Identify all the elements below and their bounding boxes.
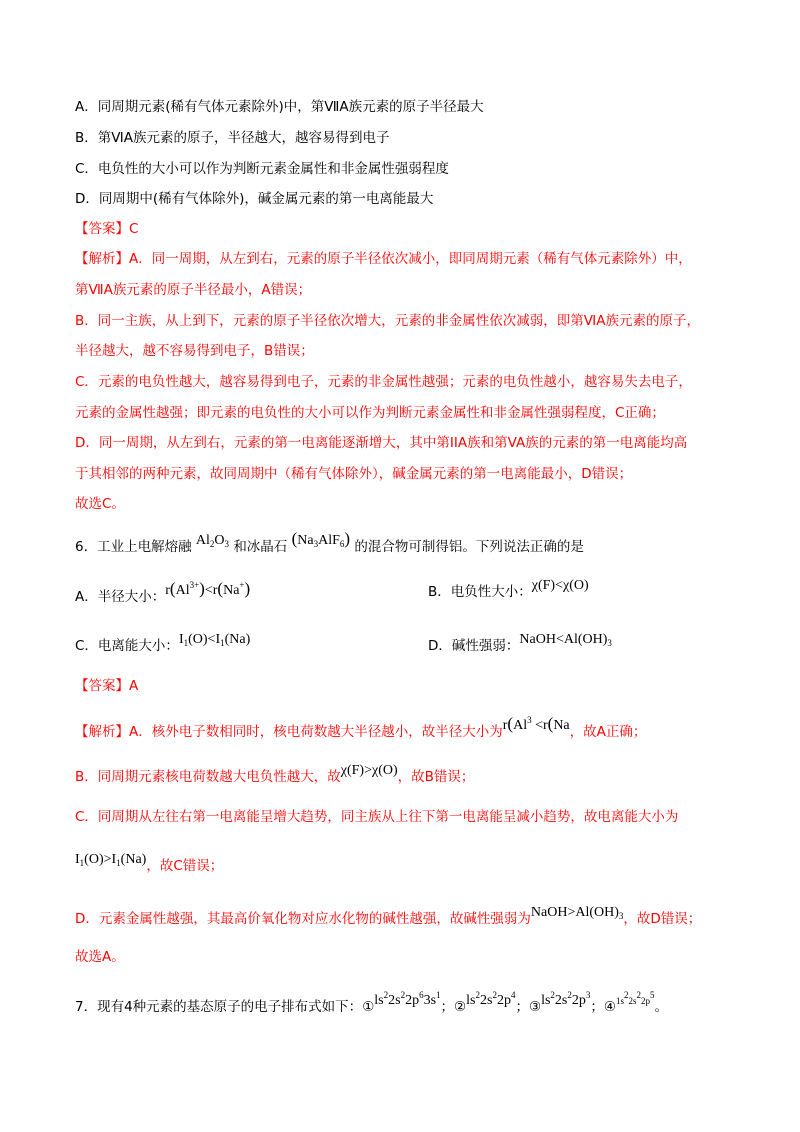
electron-config-1: $ls^22s^22p^63s^1$	[374, 990, 441, 1008]
answer-label: 【答案】C	[75, 221, 139, 237]
electron-config-2: $ls^22s^22p^4$	[466, 990, 516, 1008]
question-6-row-1	[75, 578, 589, 607]
conclusion: 故选A。	[75, 949, 125, 965]
option-d: D．同周期中(稀有气体除外)，碱金属元素的第一电离能最大	[75, 191, 434, 207]
explanation-line: D．元素金属性越强，其最高价氧化物对应水化物的碱性越强，故碱性强弱为$NaOH>Al(OH)_3$，故D错误；	[75, 905, 702, 927]
explanation-line: 【解析】A．同一周期，从左到右，元素的原子半径依次减小，即同周期元素（稀有气体元素除外）中，	[75, 251, 692, 267]
explanation-line: C．同周期从左往右第一电离能呈增大趋势，同主族从上往下第一电离能呈减小趋势，故电离能大小为	[75, 809, 679, 825]
electron-config-3: $ls^22s^22p^3$	[541, 990, 591, 1008]
formula-basicity: $NaOH>Al(OH)_3$	[530, 905, 624, 921]
explanation-line: C．元素的电负性越大，越容易得到电子，元素的非金属性越强；元素的电负性越小，越容易失去电子，	[75, 374, 692, 390]
explanation-line: 【解析】A．核外电子数相同时，核电荷数越大半径越小，故半径大小为$r(Al^3 <r(Na$，故A正确；	[75, 714, 647, 740]
explanation-line: B．同周期元素核电荷数越大电负性越大，故χ(F)>χ(O)，故B错误；	[75, 763, 475, 785]
option-a: A．同周期元素(稀有气体元素除外)中，第ⅦA族元素的原子半径最大	[75, 99, 484, 115]
explanation-line: D．同一周期，从左到右，元素的第一电离能逐渐增大，其中第IIA族和第VA族的元素的第一电离能均高	[75, 435, 688, 451]
option-c: C．电离能大小：$I_1(O)<I_1(Na)$	[75, 632, 251, 654]
formula-electronegativity: χ(F)>χ(O)	[340, 763, 398, 778]
option-a: A．半径大小：$r(Al^{3+})<r(Na^+)$	[75, 579, 251, 605]
formula-ionization: $I_1(O)>I_1(Na)$	[75, 852, 147, 868]
conclusion: 故选C。	[75, 496, 125, 512]
option-c: C．电负性的大小可以作为判断元素金属性和非金属性强弱程度	[75, 161, 449, 177]
formula-radius: $r(Al^3 <r(Na$	[502, 714, 570, 733]
formula-al2o3: $Al_2O_3$	[195, 533, 230, 549]
question-6-stem: 6．工业上电解熔融 $Al_2O_3$ 和冰晶石 $(Na_3AlF_6)$ 的混合物可制得铝。下列说法正确的是	[75, 529, 584, 555]
question-6-row-2	[75, 632, 612, 659]
formula-cryolite: $(Na_3AlF_6)$	[291, 529, 351, 549]
explanation-line: 第ⅦA族元素的原子半径最小，A错误；	[75, 282, 312, 298]
formula-basicity: $NaOH<Al(OH)_3$	[519, 632, 612, 648]
electron-config-4: 1s22s22p5	[615, 990, 655, 1006]
explanation-line: 于其相邻的两种元素，故同周期中（稀有气体除外），碱金属元素的第一电离能最小，D错误；	[75, 466, 633, 482]
explanation-line: 元素的金属性越强；即元素的电负性的大小可以作为判断元素金属性和非金属性强弱程度，C正确；	[75, 405, 665, 421]
answer-label: 【答案】A	[75, 678, 139, 694]
explanation-line: $I_1(O)>I_1(Na)$，故C错误；	[75, 852, 224, 874]
question-7-stem: 7．现有4种元素的基态原子的电子排布式如下：$①ls^22s^22p^63s^1$；$②ls^22s^22p^4$；$③ls^22s^22p^3$；④$^{1s^22s^22p^5}$。	[75, 990, 668, 1015]
explanation-line: B．同一主族，从上到下，元素的原子半径依次增大，元素的非金属性依次减弱，即第ⅥA族元素的原子，	[75, 313, 700, 329]
option-b: B．电负性大小：χ(F)<χ(O)	[428, 578, 589, 600]
formula-ionization: $I_1(O)<I_1(Na)$	[178, 632, 251, 648]
explanation-line: 半径越大，越不容易得到电子，B错误；	[75, 343, 314, 359]
option-d: D．碱性强弱：$NaOH<Al(OH)_3$	[428, 632, 612, 654]
formula-radius: $r(Al^{3+})<r(Na^+)$	[165, 579, 251, 598]
option-b: B．第ⅥA族元素的原子，半径越大，越容易得到电子	[75, 130, 390, 146]
formula-electronegativity: χ(F)<χ(O)	[531, 578, 589, 593]
